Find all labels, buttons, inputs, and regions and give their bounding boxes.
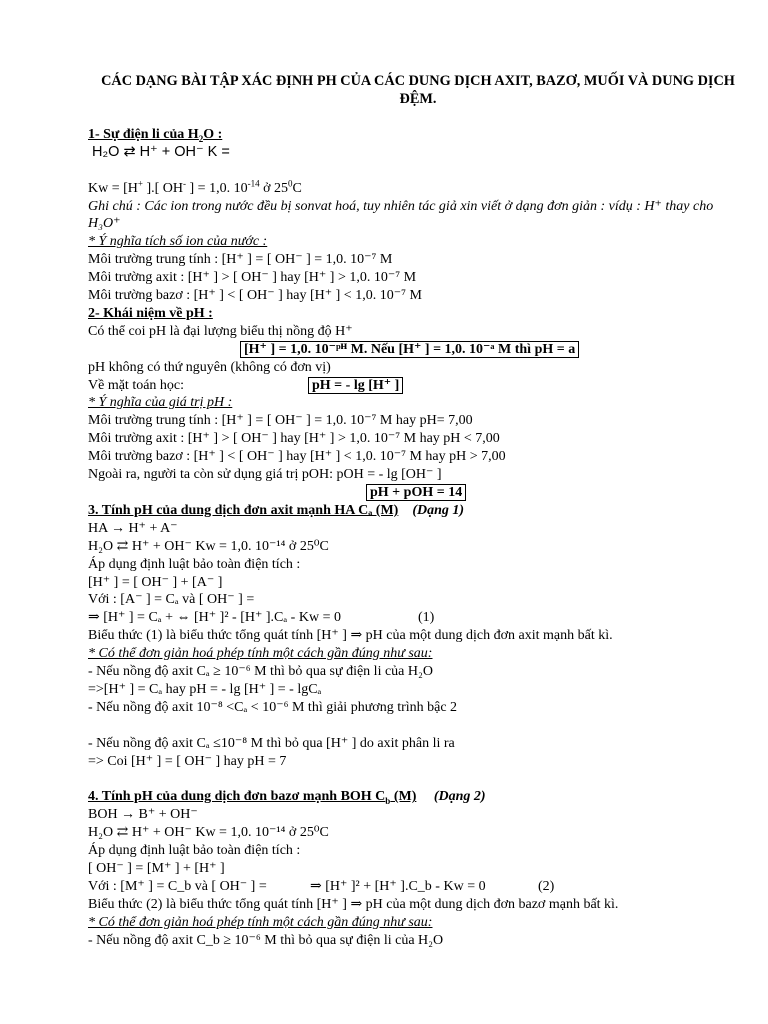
boh-dissociation: BOH → B⁺ + OH⁻ bbox=[88, 807, 198, 823]
charge-balance-3: Áp dụng định luật bảo toàn điện tích : bbox=[88, 556, 301, 572]
water-ion-product-heading: * Ý nghĩa tích số ion của nước : bbox=[88, 234, 268, 250]
water-equilibrium-4: H₂O ⇄ H⁺ + OH⁻ Kw = 1,0. 10⁻¹⁴ ở 25⁰C bbox=[88, 825, 329, 841]
quadratic-eq-2: Với : [M⁺ ] = C_b và [ OH⁻ ] = ⇒ [H⁺ ]² + [H⁺ ].C_b - Kw = 0 (2) bbox=[88, 878, 555, 894]
charge-balance-eq-4: [ OH⁻ ] = [M⁺ ] + [H⁺ ] bbox=[88, 861, 225, 876]
document-page bbox=[88, 72, 748, 950]
base-medium-line: Môi trường bazơ : [H⁺ ] < [ OH⁻ ] hay [H⁺ ] < 1,0. 10⁻⁷ M bbox=[88, 288, 422, 304]
water-ionization-equation: H₂O ⇄ H⁺ + OH⁻ K = bbox=[92, 143, 230, 160]
approx-case-1: - Nếu nồng độ axit Cₐ ≥ 10⁻⁶ M thì bỏ qua sự điện li của H₂O bbox=[88, 664, 433, 680]
approx-case-4: - Nếu nồng độ axit C_b ≥ 10⁻⁶ M thì bỏ qua sự điện li của H₂O bbox=[88, 932, 444, 948]
charge-balance-eq-3: [H⁺ ] = [ OH⁻ ] + [A⁻ ] bbox=[88, 574, 223, 590]
charge-balance-4: Áp dụng định luật bảo toàn điện tích : bbox=[88, 843, 301, 859]
neutral-medium-line: Môi trường trung tính : [H⁺ ] = [ OH⁻ ] = 1,0. 10⁻⁷ M bbox=[88, 252, 393, 268]
section-4-heading: 4. Tính pH của dung dịch đơn bazơ mạnh BOH $C_b$ (M) (Dạng 2) bbox=[88, 789, 486, 807]
ph-dimensionless-line: pH không có thứ nguyên (không có đơn vị) bbox=[88, 359, 331, 375]
ph-poh-sum-box: pH + pOH = 14 bbox=[366, 484, 466, 501]
approx-heading-3: * Có thể đơn giản hoá phép tính một cách gần đúng như sau: bbox=[88, 646, 433, 662]
ph-formula-line: Về mặt toán học: pH = - lg [H⁺ ] bbox=[88, 377, 748, 395]
approx-heading-4: * Có thể đơn giản hoá phép tính một cách gần đúng như sau: bbox=[88, 914, 433, 930]
approx-case-3-result: => Coi [H⁺ ] = [ OH⁻ ] hay pH = 7 bbox=[88, 753, 287, 769]
approx-case-1-result: =>[H⁺ ] = Cₐ hay pH = - lg [H⁺ ] = - lgCₐ bbox=[88, 681, 322, 697]
ph-meaning-heading: * Ý nghĩa của giá trị pH : bbox=[88, 395, 233, 411]
expression-2-note: Biểu thức (2) là biểu thức tổng quát tính [H⁺ ] ⇒ pH của một dung dịch đơn bazơ mạnh bất kì. bbox=[88, 896, 619, 912]
section-2-heading: 2- Khái niệm về pH : bbox=[88, 305, 213, 321]
poh-line: Ngoài ra, người ta còn sử dụng giá trị pOH: pOH = - lg [OH⁻ ] bbox=[88, 467, 442, 483]
approx-case-3: - Nếu nồng độ axit Cₐ ≤10⁻⁸ M thì bỏ qua [H⁺ ] do axit phân li ra bbox=[88, 735, 455, 751]
ph-neutral-line: Môi trường trung tính : [H⁺ ] = [ OH⁻ ] = 1,0. 10⁻⁷ M hay pH= 7,00 bbox=[88, 413, 473, 429]
quadratic-eq-1: ⇒ [H⁺ ] = Cₐ + ⇔ [H⁺ ]² - [H⁺ ].Cₐ - Kw = 0 (1) bbox=[88, 610, 435, 626]
ph-acid-line: Môi trường axit : [H⁺ ] > [ OH⁻ ] hay [H⁺ ] > 1,0. 10⁻⁷ M hay pH < 7,00 bbox=[88, 431, 500, 447]
solvation-note: Ghi chú : Các ion trong nước đều bị sonvat hoá, tuy nhiên tác giả xin viết ở dạng đơn giản : vídụ : H⁺ thay cho H₃O⁺ bbox=[88, 198, 714, 232]
expression-1-note: Biểu thức (1) là biểu thức tổng quát tính [H⁺ ] ⇒ pH của một dung dịch đơn axit mạnh bất kì. bbox=[88, 628, 613, 644]
ph-base-line: Môi trường bazơ : [H⁺ ] < [ OH⁻ ] hay [H⁺ ] < 1,0. 10⁻⁷ M hay pH > 7,00 bbox=[88, 449, 506, 465]
approx-case-2: - Nếu nồng độ axit 10⁻⁸ <Cₐ < 10⁻⁶ M thì giải phương trình bậc 2 bbox=[88, 699, 458, 715]
substitution-3: Với : [A⁻ ] = Cₐ và [ OH⁻ ] = bbox=[88, 592, 255, 608]
kw-expression: Kw = [H+ ].[ OH- ] = 1,0. $10^{-14}$ ở $25^0C$ bbox=[88, 177, 302, 196]
ph-formula-box: pH = - lg [H⁺ ] bbox=[308, 377, 403, 394]
section-3-heading: 3. Tính pH của dung dịch đơn axit mạnh HA Cₐ (M) (Dạng 1) bbox=[88, 502, 465, 518]
acid-medium-line: Môi trường axit : [H⁺ ] > [ OH⁻ ] hay [H⁺ ] > 1,0. 10⁻⁷ M bbox=[88, 270, 417, 286]
document-title: CÁC DẠNG BÀI TẬP XÁC ĐỊNH PH CỦA CÁC DUNG DỊCH AXIT, BAZƠ, MUỐI VÀ DUNG DỊCH ĐỆM. bbox=[101, 73, 735, 107]
section-1-heading: 1- Sự điện li của $H_2O$ : bbox=[88, 126, 223, 144]
ha-dissociation: HA → H⁺ + A⁻ bbox=[88, 520, 178, 536]
ph-definition-line: Có thể coi pH là đại lượng biểu thị nồng độ H⁺ bbox=[88, 323, 353, 339]
ph-definition-box: [H⁺ ] = 1,0. 10⁻ᵖᴴ M. Nếu [H⁺ ] = 1,0. 10⁻ᵃ M thì pH = a bbox=[240, 341, 579, 358]
water-equilibrium-3: H₂O ⇄ H⁺ + OH⁻ Kw = 1,0. 10⁻¹⁴ ở 25⁰C bbox=[88, 538, 329, 554]
